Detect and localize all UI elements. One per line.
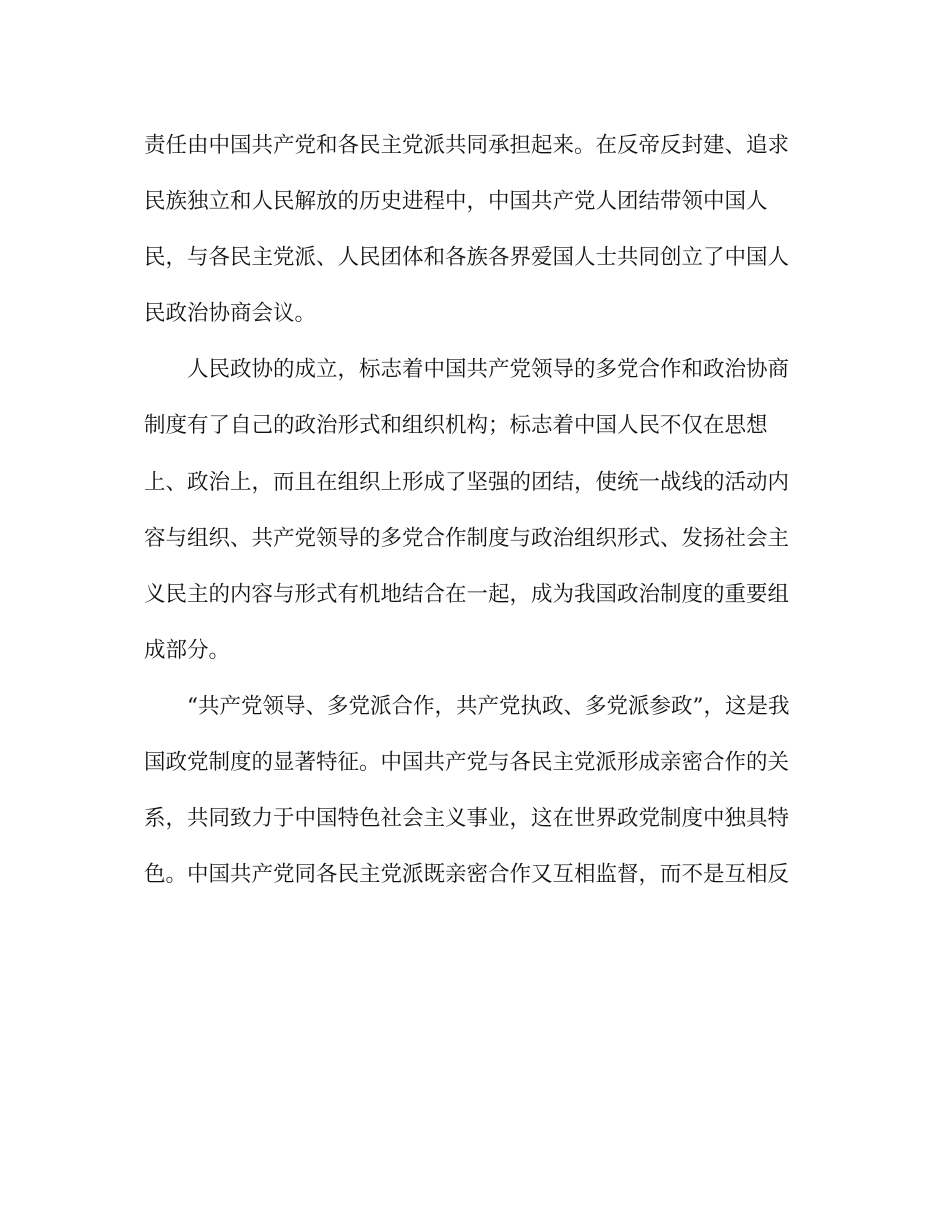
text-line: 制度有了自己的政治形式和组织机构；标志着中国人民不仅在思想 <box>144 413 768 439</box>
text-line: 色。中国共产党同各民主党派既亲密合作又互相监督，而不是互相反 <box>144 862 790 888</box>
text-line: 国政党制度的显著特征。中国共产党与各民主党派形成亲密合作的关 <box>144 750 790 776</box>
text-line: 民族独立和人民解放的历史进程中，中国共产党人团结带领中国人 <box>144 189 768 215</box>
text-line: 上、政治上，而且在组织上形成了坚强的团结，使统一战线的活动内 <box>144 469 790 495</box>
text-line: 责任由中国共产党和各民主党派共同承担起来。在反帝反封建、追求 <box>144 133 790 158</box>
paragraph-first-line: 人民政协的成立，标志着中国共产党领导的多党合作和政治协商 <box>187 357 790 383</box>
text-line: 民政治协商会议。 <box>144 301 317 327</box>
document-body <box>144 118 804 903</box>
text-line: 义民主的内容与形式有机地结合在一起，成为我国政治制度的重要组 <box>144 581 790 607</box>
text-line: 系，共同致力于中国特色社会主义事业，这在世界政党制度中独具特 <box>144 806 790 832</box>
paragraph-first-line: “共产党领导、多党派合作，共产党执政、多党派参政”，这是我 <box>187 693 790 719</box>
text-line: 容与组织、共产党领导的多党合作制度与政治组织形式、发扬社会主 <box>144 525 790 551</box>
text-line: 成部分。 <box>144 637 231 663</box>
text-line: 民，与各民主党派、人民团体和各族各界爱国人士共同创立了中国人 <box>144 245 790 271</box>
